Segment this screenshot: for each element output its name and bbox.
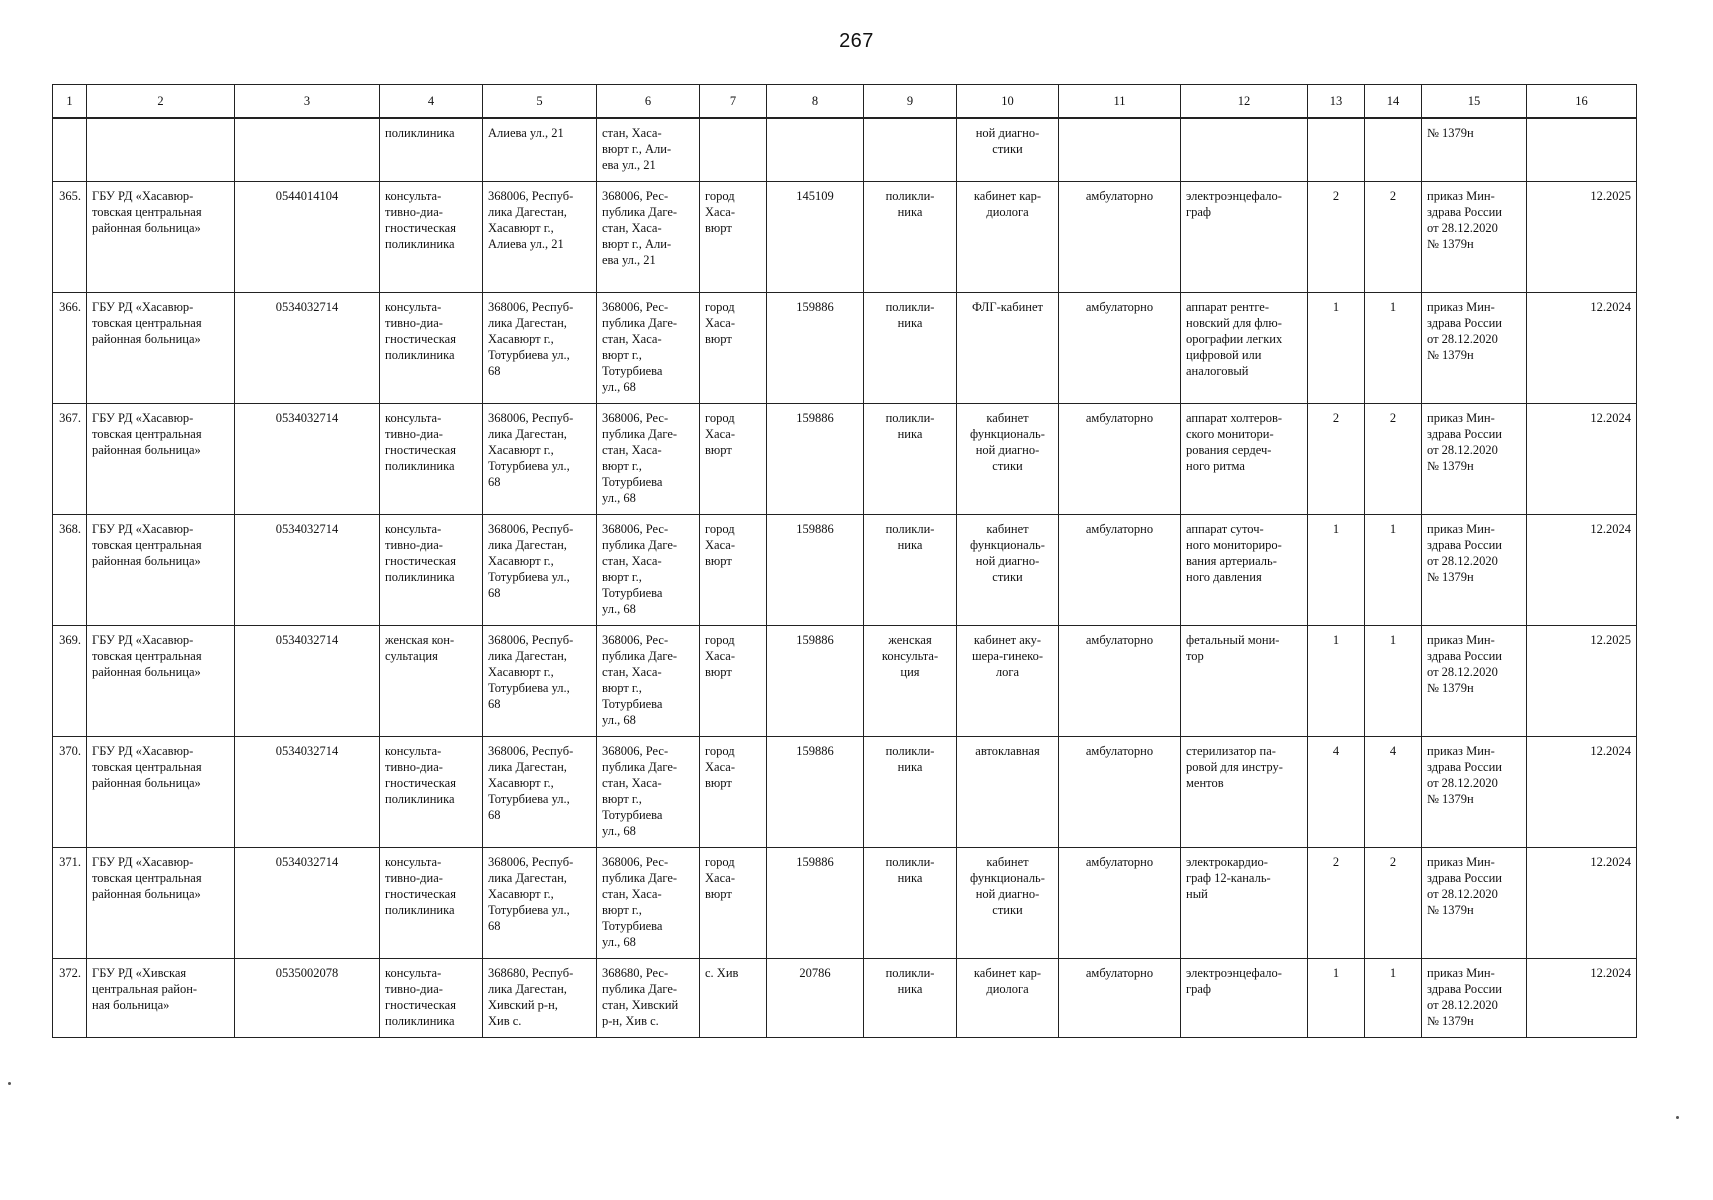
table-cell: поликли- ника xyxy=(864,182,957,293)
table-cell: кабинет функциональ- ной диагно- стики xyxy=(957,848,1059,959)
table-cell: 159886 xyxy=(767,404,864,515)
table-cell: 368006, Рес- публика Даге- стан, Хаса- вюрт г., Тотурбиева ул., 68 xyxy=(597,626,700,737)
table-cell: 368006, Респуб- лика Дагестан, Хасавюрт г., Тотурбиева ул., 68 xyxy=(483,737,597,848)
table-cell: консульта- тивно-диа- гностическая поликлиника xyxy=(380,515,483,626)
table-cell: 1 xyxy=(1365,515,1422,626)
header-cell: 7 xyxy=(700,85,767,119)
table-cell: 368006, Респуб- лика Дагестан, Хасавюрт г., Тотурбиева ул., 68 xyxy=(483,404,597,515)
table-cell: приказ Мин- здрава России от 28.12.2020 № 1379н xyxy=(1422,626,1527,737)
table-cell: 12.2024 xyxy=(1527,515,1637,626)
table-cell: 1 xyxy=(1365,959,1422,1038)
table-cell: 368006, Рес- публика Даге- стан, Хаса- вюрт г., Тотурбиева ул., 68 xyxy=(597,737,700,848)
table-cell: 159886 xyxy=(767,293,864,404)
table-cell xyxy=(53,118,87,182)
table-cell: город Хаса- вюрт xyxy=(700,182,767,293)
table-cell: поликли- ника xyxy=(864,959,957,1038)
scan-speck xyxy=(1676,1116,1679,1119)
table-cell: консульта- тивно-диа- гностическая поликлиника xyxy=(380,182,483,293)
table-cell: город Хаса- вюрт xyxy=(700,626,767,737)
table-cell: кабинет кар- диолога xyxy=(957,182,1059,293)
table-cell: 365. xyxy=(53,182,87,293)
table-cell: амбулаторно xyxy=(1059,737,1181,848)
header-cell: 14 xyxy=(1365,85,1422,119)
table-cell: 370. xyxy=(53,737,87,848)
table-cell: 1 xyxy=(1365,293,1422,404)
table-cell: консульта- тивно-диа- гностическая поликлиника xyxy=(380,293,483,404)
table-cell: ГБУ РД «Хасавюр- товская центральная районная больница» xyxy=(87,737,235,848)
table-cell: аппарат рентге- новский для флю- орографии легких цифровой или аналоговый xyxy=(1181,293,1308,404)
table-cell: 2 xyxy=(1365,848,1422,959)
table-cell: 366. xyxy=(53,293,87,404)
table-cell: 368006, Респуб- лика Дагестан, Хасавюрт г., Тотурбиева ул., 68 xyxy=(483,626,597,737)
header-cell: 4 xyxy=(380,85,483,119)
table-cell: ГБУ РД «Хасавюр- товская центральная районная больница» xyxy=(87,404,235,515)
table-cell xyxy=(864,118,957,182)
table-cell: 368. xyxy=(53,515,87,626)
table-cell xyxy=(1308,118,1365,182)
table-cell: амбулаторно xyxy=(1059,848,1181,959)
table-cell: 12.2025 xyxy=(1527,182,1637,293)
header-cell: 16 xyxy=(1527,85,1637,119)
table-cell: 159886 xyxy=(767,626,864,737)
table-cell: амбулаторно xyxy=(1059,182,1181,293)
table-cell xyxy=(87,118,235,182)
table-cell: 1 xyxy=(1308,515,1365,626)
table-cell: приказ Мин- здрава России от 28.12.2020 № 1379н xyxy=(1422,293,1527,404)
table-cell: 4 xyxy=(1365,737,1422,848)
header-cell: 12 xyxy=(1181,85,1308,119)
table-cell xyxy=(1365,118,1422,182)
table-cell: электрокардио- граф 12-каналь- ный xyxy=(1181,848,1308,959)
table-cell: 12.2024 xyxy=(1527,848,1637,959)
table-cell: 0534032714 xyxy=(235,293,380,404)
table-cell: консульта- тивно-диа- гностическая поликлиника xyxy=(380,737,483,848)
table-cell: 0534032714 xyxy=(235,737,380,848)
table-cell: стан, Хаса- вюрт г., Али- ева ул., 21 xyxy=(597,118,700,182)
table-cell: поликли- ника xyxy=(864,737,957,848)
table-cell: кабинет функциональ- ной диагно- стики xyxy=(957,404,1059,515)
table-cell: 159886 xyxy=(767,737,864,848)
table-cell: консульта- тивно-диа- гностическая поликлиника xyxy=(380,959,483,1038)
table-cell: ГБУ РД «Хивская центральная район- ная больница» xyxy=(87,959,235,1038)
table-cell: женская кон- сультация xyxy=(380,626,483,737)
table-cell: 371. xyxy=(53,848,87,959)
table-cell: 368006, Респуб- лика Дагестан, Хасавюрт г., Алиева ул., 21 xyxy=(483,182,597,293)
table-cell: амбулаторно xyxy=(1059,515,1181,626)
header-cell: 5 xyxy=(483,85,597,119)
table-cell: поликли- ника xyxy=(864,515,957,626)
table-cell: 368680, Рес- публика Даге- стан, Хивский р-н, Хив с. xyxy=(597,959,700,1038)
table-cell: 159886 xyxy=(767,848,864,959)
table-cell: консульта- тивно-диа- гностическая поликлиника xyxy=(380,404,483,515)
header-cell: 9 xyxy=(864,85,957,119)
table-cell: 368006, Рес- публика Даге- стан, Хаса- вюрт г., Али- ева ул., 21 xyxy=(597,182,700,293)
table-cell: 20786 xyxy=(767,959,864,1038)
table-cell: аппарат суточ- ного мониториро- вания артериаль- ного давления xyxy=(1181,515,1308,626)
table-cell: город Хаса- вюрт xyxy=(700,737,767,848)
register-table xyxy=(52,84,1637,1038)
header-cell: 3 xyxy=(235,85,380,119)
table-cell: амбулаторно xyxy=(1059,959,1181,1038)
table-cell: город Хаса- вюрт xyxy=(700,848,767,959)
table-cell: женская консульта- ция xyxy=(864,626,957,737)
table-cell: приказ Мин- здрава России от 28.12.2020 № 1379н xyxy=(1422,404,1527,515)
table-cell: кабинет функциональ- ной диагно- стики xyxy=(957,515,1059,626)
header-cell: 11 xyxy=(1059,85,1181,119)
header-cell: 10 xyxy=(957,85,1059,119)
table-cell: 2 xyxy=(1308,404,1365,515)
table-cell: ГБУ РД «Хасавюр- товская центральная районная больница» xyxy=(87,293,235,404)
header-cell: 8 xyxy=(767,85,864,119)
table-cell: ФЛГ-кабинет xyxy=(957,293,1059,404)
table-cell: электроэнцефало- граф xyxy=(1181,182,1308,293)
table-cell: 0535002078 xyxy=(235,959,380,1038)
table-cell: 12.2024 xyxy=(1527,404,1637,515)
table-cell xyxy=(1059,118,1181,182)
table-cell: приказ Мин- здрава России от 28.12.2020 № 1379н xyxy=(1422,848,1527,959)
table-cell: приказ Мин- здрава России от 28.12.2020 № 1379н xyxy=(1422,959,1527,1038)
table-cell: приказ Мин- здрава России от 28.12.2020 № 1379н xyxy=(1422,182,1527,293)
table-cell: 12.2025 xyxy=(1527,626,1637,737)
table-cell: ГБУ РД «Хасавюр- товская центральная районная больница» xyxy=(87,626,235,737)
scan-speck xyxy=(8,1082,11,1085)
table-row xyxy=(53,182,1637,293)
page-number: 267 xyxy=(839,30,874,52)
table-cell: амбулаторно xyxy=(1059,626,1181,737)
table-cell: 1 xyxy=(1308,626,1365,737)
table-cell xyxy=(1527,118,1637,182)
table-cell: фетальный мони- тор xyxy=(1181,626,1308,737)
table-cell: Алиева ул., 21 xyxy=(483,118,597,182)
table-cell: 2 xyxy=(1365,404,1422,515)
header-cell: 15 xyxy=(1422,85,1527,119)
table-cell xyxy=(767,118,864,182)
table-row xyxy=(53,293,1637,404)
table-cell: 0544014104 xyxy=(235,182,380,293)
table-cell: город Хаса- вюрт xyxy=(700,404,767,515)
table-row xyxy=(53,626,1637,737)
table-cell: консульта- тивно-диа- гностическая поликлиника xyxy=(380,848,483,959)
table-cell: 159886 xyxy=(767,515,864,626)
continuation-row xyxy=(53,118,1637,182)
table-cell: 1 xyxy=(1308,293,1365,404)
table-cell: 0534032714 xyxy=(235,515,380,626)
table-cell: 4 xyxy=(1308,737,1365,848)
table-cell: поликли- ника xyxy=(864,404,957,515)
table-cell: электроэнцефало- граф xyxy=(1181,959,1308,1038)
table-cell: 368006, Рес- публика Даге- стан, Хаса- вюрт г., Тотурбиева ул., 68 xyxy=(597,515,700,626)
table-cell: поликли- ника xyxy=(864,848,957,959)
table-cell: ГБУ РД «Хасавюр- товская центральная районная больница» xyxy=(87,515,235,626)
table-cell: аппарат холтеров- ского монитори- рования сердеч- ного ритма xyxy=(1181,404,1308,515)
table-row xyxy=(53,959,1637,1038)
table-cell: 368006, Рес- публика Даге- стан, Хаса- вюрт г., Тотурбиева ул., 68 xyxy=(597,404,700,515)
table-cell: амбулаторно xyxy=(1059,404,1181,515)
table-cell: 0534032714 xyxy=(235,404,380,515)
table-cell: 145109 xyxy=(767,182,864,293)
table-cell: 372. xyxy=(53,959,87,1038)
table-cell: 12.2024 xyxy=(1527,959,1637,1038)
table-cell: 0534032714 xyxy=(235,848,380,959)
header-cell: 13 xyxy=(1308,85,1365,119)
table-cell: амбулаторно xyxy=(1059,293,1181,404)
table-cell: 368006, Респуб- лика Дагестан, Хасавюрт г., Тотурбиева ул., 68 xyxy=(483,848,597,959)
table-cell: город Хаса- вюрт xyxy=(700,515,767,626)
table-cell xyxy=(1181,118,1308,182)
table-cell: ГБУ РД «Хасавюр- товская центральная районная больница» xyxy=(87,848,235,959)
table-cell: № 1379н xyxy=(1422,118,1527,182)
header-cell: 1 xyxy=(53,85,87,119)
table-cell: ной диагно- стики xyxy=(957,118,1059,182)
table-row xyxy=(53,848,1637,959)
table-cell: 368006, Рес- публика Даге- стан, Хаса- вюрт г., Тотурбиева ул., 68 xyxy=(597,293,700,404)
table-row xyxy=(53,515,1637,626)
table-cell: приказ Мин- здрава России от 28.12.2020 № 1379н xyxy=(1422,737,1527,848)
table-cell: 368006, Рес- публика Даге- стан, Хаса- вюрт г., Тотурбиева ул., 68 xyxy=(597,848,700,959)
table-cell: автоклавная xyxy=(957,737,1059,848)
table-cell xyxy=(700,118,767,182)
table-cell: стерилизатор па- ровой для инстру- ментов xyxy=(1181,737,1308,848)
table-cell: приказ Мин- здрава России от 28.12.2020 № 1379н xyxy=(1422,515,1527,626)
table-cell: с. Хив xyxy=(700,959,767,1038)
table-cell: 2 xyxy=(1308,182,1365,293)
table-cell: 1 xyxy=(1365,626,1422,737)
table-cell: 367. xyxy=(53,404,87,515)
table-cell: 0534032714 xyxy=(235,626,380,737)
table-cell: 2 xyxy=(1365,182,1422,293)
table-cell: 2 xyxy=(1308,848,1365,959)
table-cell: 368006, Респуб- лика Дагестан, Хасавюрт г., Тотурбиева ул., 68 xyxy=(483,515,597,626)
table-cell: 12.2024 xyxy=(1527,293,1637,404)
header-cell: 2 xyxy=(87,85,235,119)
table-cell: 12.2024 xyxy=(1527,737,1637,848)
table-cell: кабинет аку- шера-гинеко- лога xyxy=(957,626,1059,737)
table-cell: 1 xyxy=(1308,959,1365,1038)
table-cell: город Хаса- вюрт xyxy=(700,293,767,404)
table-row xyxy=(53,404,1637,515)
table-cell: 368006, Респуб- лика Дагестан, Хасавюрт г., Тотурбиева ул., 68 xyxy=(483,293,597,404)
table-cell xyxy=(235,118,380,182)
table-cell: ГБУ РД «Хасавюр- товская центральная районная больница» xyxy=(87,182,235,293)
table-cell: 369. xyxy=(53,626,87,737)
table-cell: поликлиника xyxy=(380,118,483,182)
header-cell: 6 xyxy=(597,85,700,119)
table-cell: поликли- ника xyxy=(864,293,957,404)
table-row xyxy=(53,737,1637,848)
table-cell: кабинет кар- диолога xyxy=(957,959,1059,1038)
table-cell: 368680, Респуб- лика Дагестан, Хивский р-н, Хив с. xyxy=(483,959,597,1038)
header-row xyxy=(53,85,1637,119)
